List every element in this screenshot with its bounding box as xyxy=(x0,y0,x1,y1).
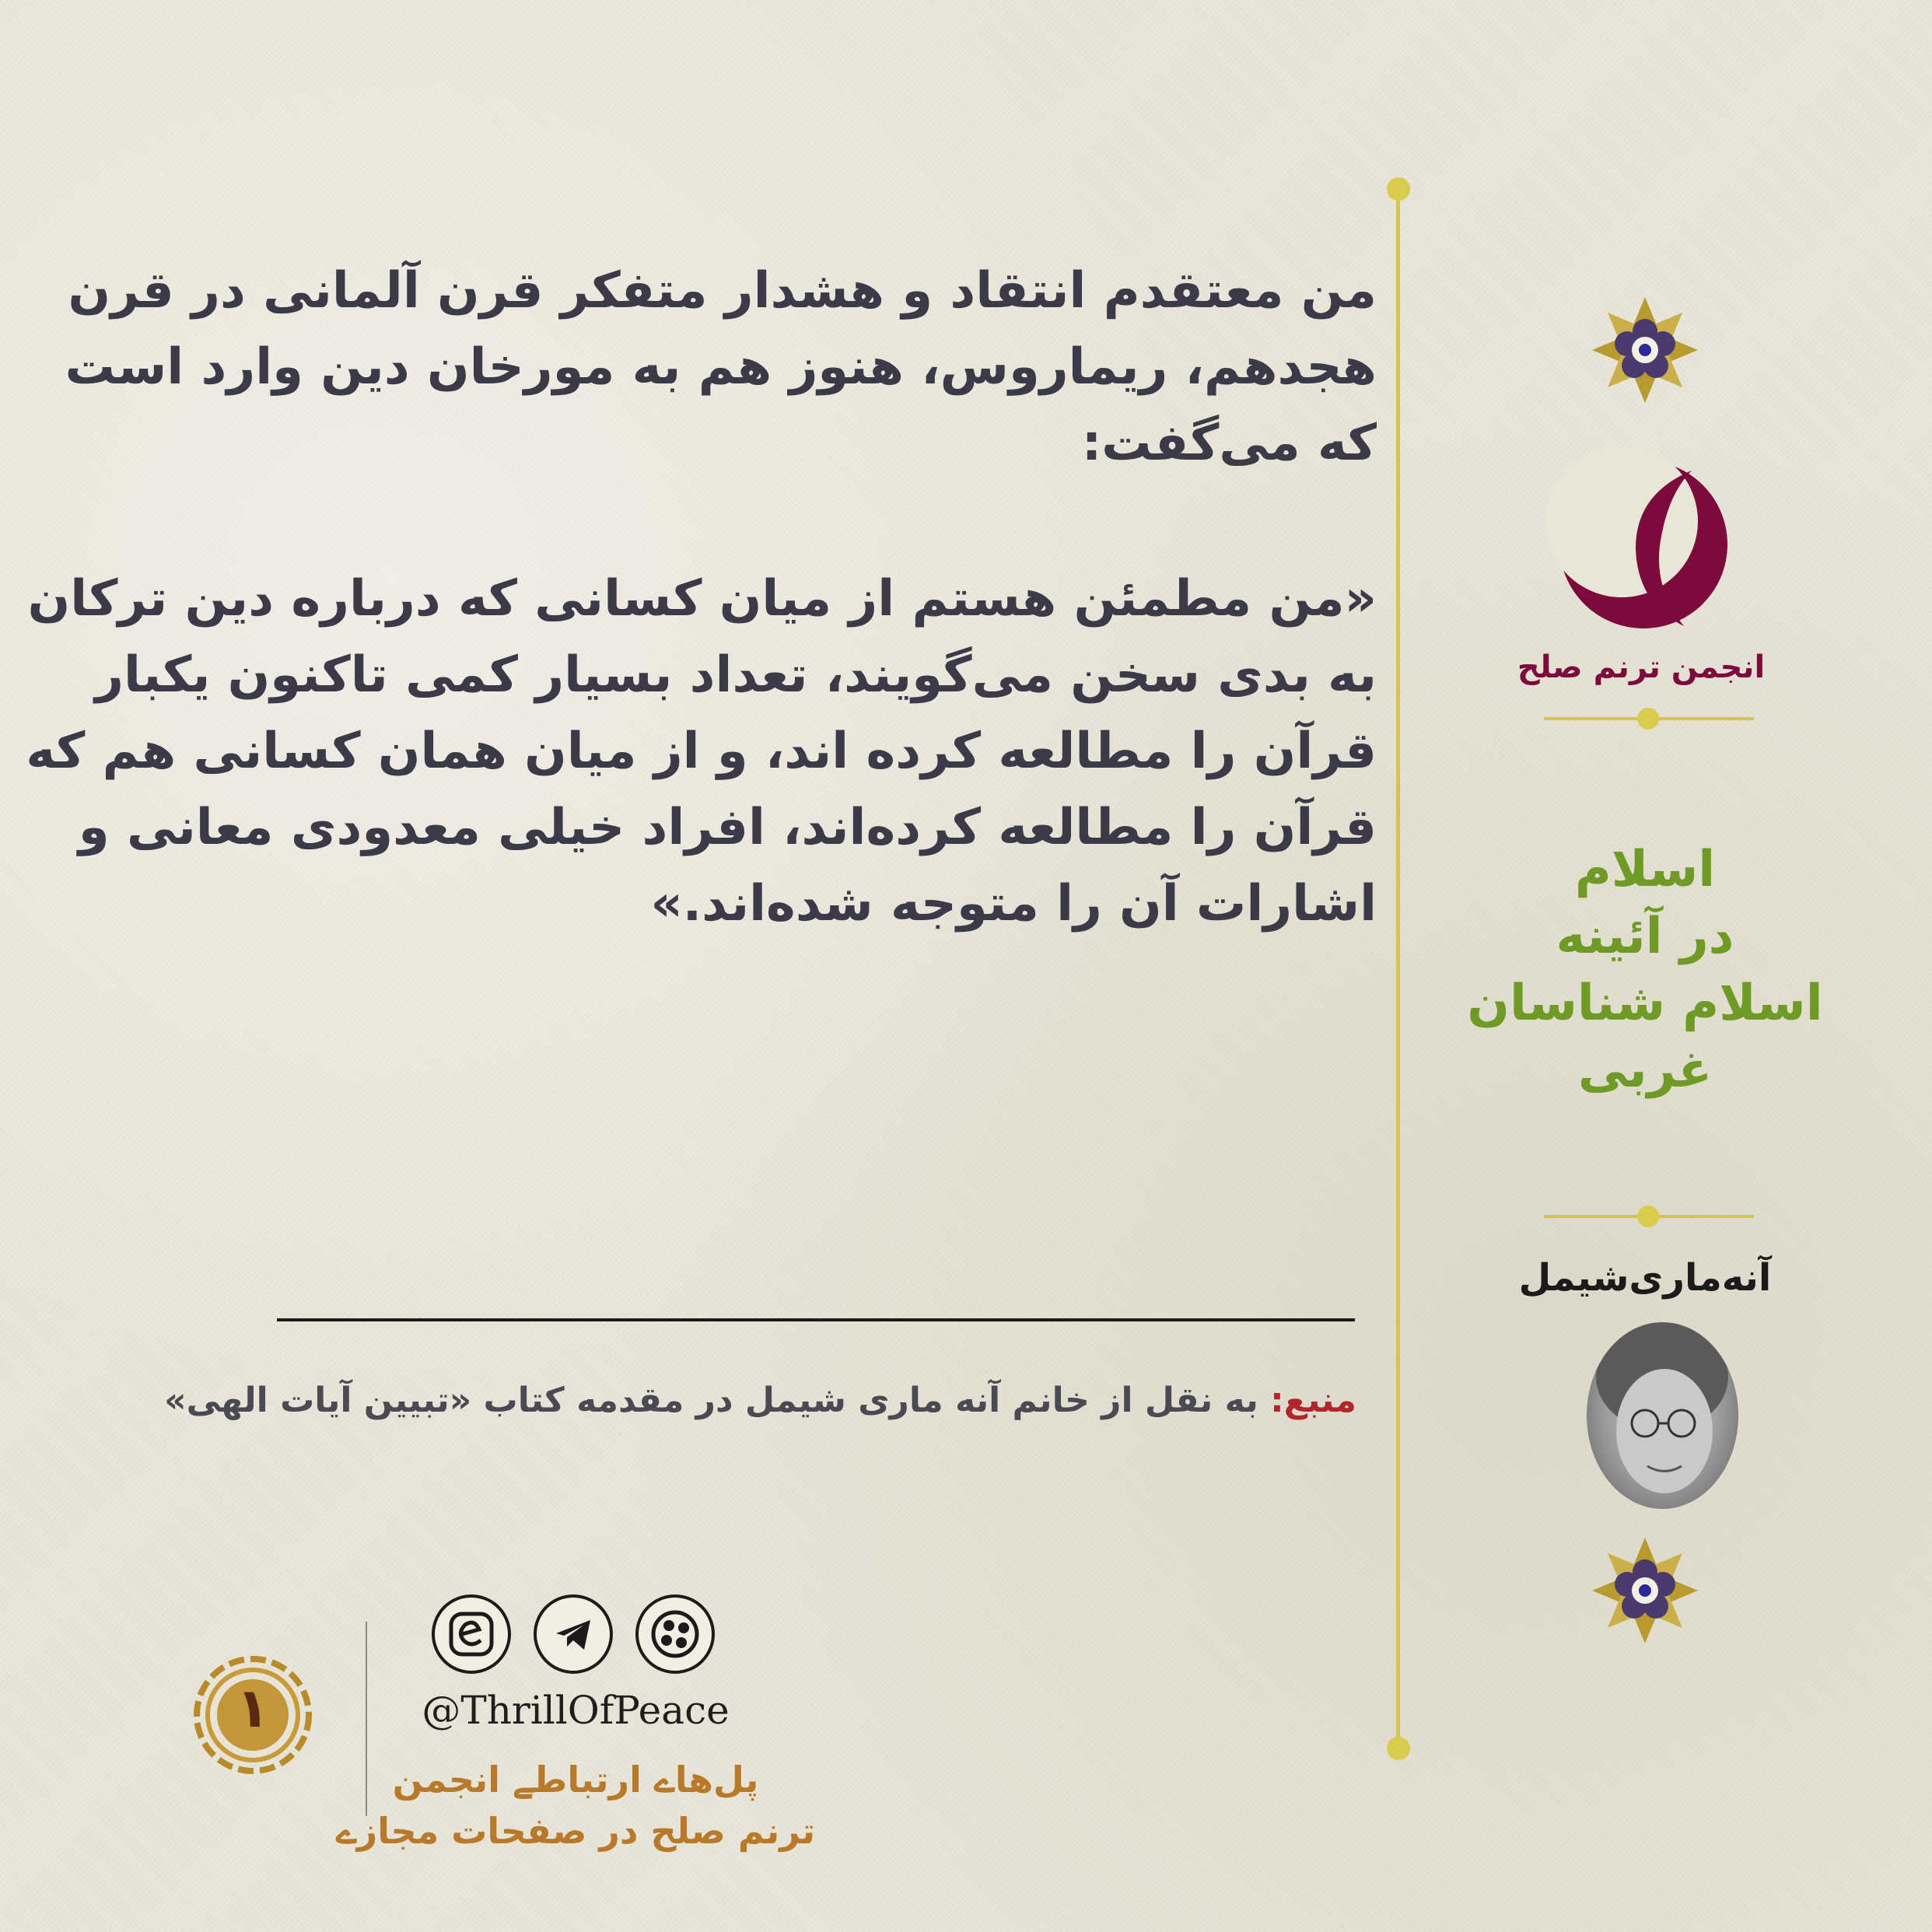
author-name: آنه‌ماری‌شیمل xyxy=(1518,1256,1772,1300)
series-title xyxy=(1462,836,1828,1104)
flower-medallion-icon xyxy=(1591,296,1699,404)
episode-number: ۱ xyxy=(236,1676,270,1740)
source-label: منبع: xyxy=(1270,1381,1356,1420)
series-title-line-3: اسلام شناسان xyxy=(1467,975,1823,1032)
org-name: انجمن ترنم صلح xyxy=(1517,649,1766,685)
divider-bottom-dot xyxy=(1387,1737,1410,1760)
bridge-line-1: پل‌هاے ارتباطے انجمن xyxy=(392,1759,759,1801)
bridge-text xyxy=(334,1754,817,1857)
source-separator xyxy=(277,1318,1355,1321)
series-title-line-2: در آئینه xyxy=(1556,908,1734,965)
main-text-block xyxy=(16,253,1377,942)
aparat-icon[interactable] xyxy=(635,1594,715,1674)
sidebar-divider-2-dot xyxy=(1637,1206,1659,1227)
series-title-line-1: اسلام xyxy=(1574,841,1716,898)
episode-badge-icon xyxy=(191,1653,315,1777)
telegram-icon[interactable] xyxy=(534,1594,613,1674)
flower-medallion-icon xyxy=(1591,1536,1699,1645)
author-portrait xyxy=(1587,1322,1738,1509)
crescent-logo-icon xyxy=(1544,447,1738,634)
sidebar-divider-1-dot xyxy=(1637,708,1659,730)
quote-paragraph: «من مطمئن هستم از میان کسانی که درباره دین ترکان به بدی سخن می‌گویند، تعداد بسیار کمی تاکنون یکبار قرآن را مطالعه کرده اند، و از میان همان کسانی هم که قرآن را مطالعه کرده‌اند، افراد خیلی معدودی معانی و اشارات آن را متوجه شده‌اند.» xyxy=(26,570,1377,933)
vertical-divider xyxy=(1396,187,1400,1750)
series-title-line-4: غربی xyxy=(1577,1041,1713,1099)
social-handle[interactable]: @ThrillOfPeace xyxy=(422,1688,730,1733)
bridge-line-2: ترنم صلح در صفحات مجازے xyxy=(335,1810,816,1852)
intro-paragraph: من معتقدم انتقاد و هشدار متفکر قرن آلمانی در قرن هجدهم، ریماروس، هنوز هم به مورخان دین وارد است که می‌گفت: xyxy=(65,262,1377,472)
eitaa-icon[interactable] xyxy=(432,1594,511,1674)
source-text: به نقل از خانم آنه ماری شیمل در مقدمه کتاب «تبیین آیات الهی» xyxy=(164,1381,1258,1420)
source-citation xyxy=(164,1381,1356,1420)
divider-top-dot xyxy=(1387,177,1410,201)
